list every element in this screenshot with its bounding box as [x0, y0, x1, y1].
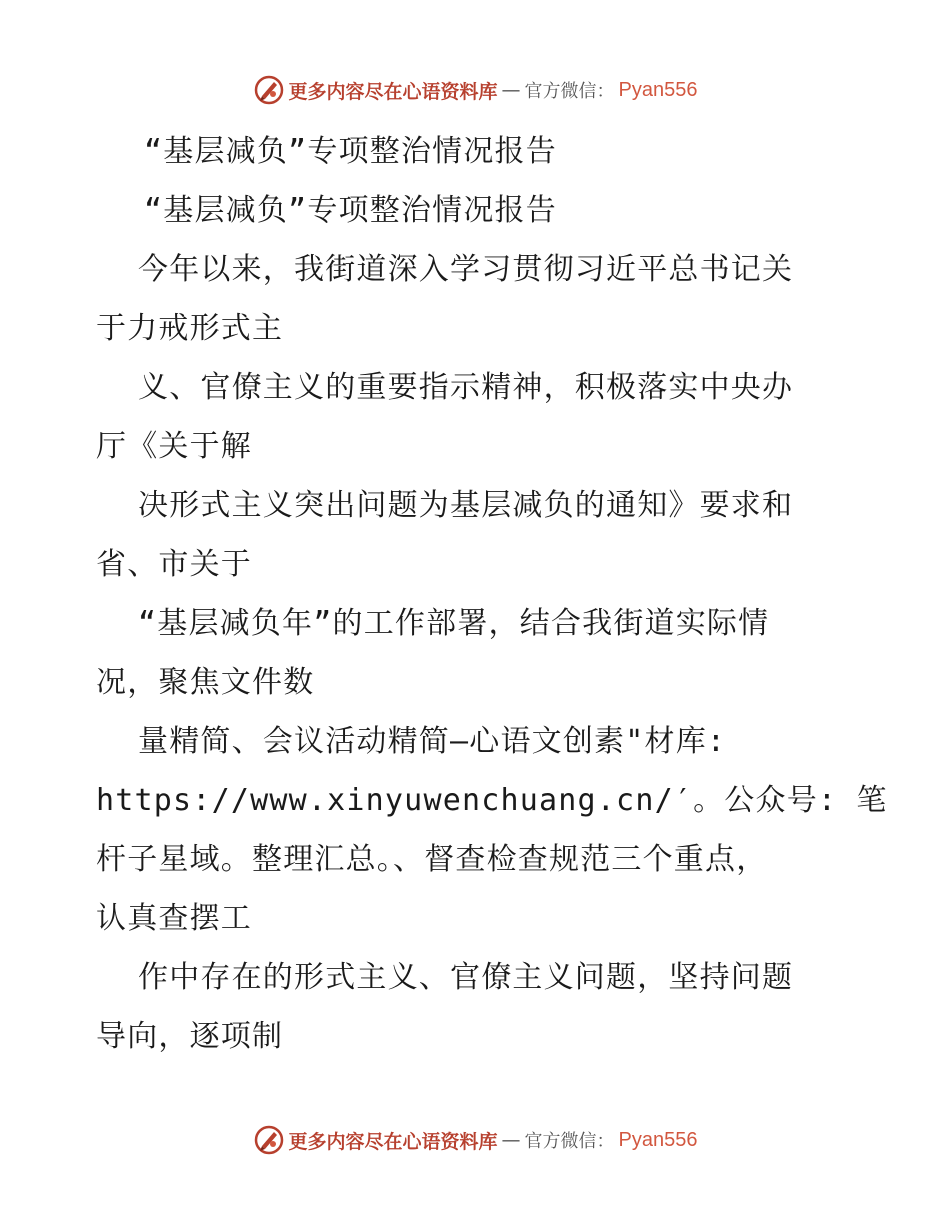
- banner-text: 更多内容尽在心语资料库: [288, 80, 498, 103]
- paragraph-line: 义、官僚主义的重要指示精神，积极落实中央办: [138, 370, 794, 405]
- banner-content: [253, 1124, 698, 1156]
- paragraph-line: 省、市关于: [96, 547, 252, 582]
- paragraph-line: 作中存在的形式主义、官僚主义问题，坚持问题: [138, 960, 794, 995]
- banner-dash: —: [501, 79, 521, 101]
- banner-content: [253, 74, 698, 106]
- banner-wechat-id: Pyan556: [618, 78, 698, 101]
- paragraph-line: 杆子星域。整理汇总。、督查检查规范三个重点，: [96, 842, 768, 877]
- document-body: [96, 122, 888, 1066]
- banner-wechat-id: Pyan556: [618, 1128, 698, 1151]
- logo-icon: [253, 74, 285, 106]
- banner-label: 官方微信：: [524, 81, 615, 102]
- banner-label: 官方微信：: [524, 1131, 615, 1152]
- paragraph-line: 决形式主义突出问题为基层减负的通知》要求和: [138, 488, 794, 523]
- footer-banner: [0, 1120, 950, 1160]
- document-title: “基层减负”专项整治情况报告: [144, 134, 557, 169]
- paragraph-line: 导向，逐项制: [96, 1019, 284, 1054]
- paragraph-line: 于力戒形式主: [96, 311, 284, 346]
- paragraph-line: 厅《关于解: [96, 429, 252, 464]
- logo-icon: [253, 1124, 285, 1156]
- header-banner: [0, 70, 950, 110]
- banner-text: 更多内容尽在心语资料库: [288, 1130, 498, 1153]
- paragraph-line: 量精简、会议活动精简—心语文创素"材库:: [138, 724, 727, 759]
- document-title-repeat: “基层减负”专项整治情况报告: [144, 193, 557, 228]
- paragraph-line-url: https://www.xinyuwenchuang.cn/′。公众号: 笔: [96, 783, 888, 818]
- paragraph-line: 认真查摆工: [96, 901, 252, 936]
- paragraph-line: 今年以来，我街道深入学习贯彻习近平总书记关: [138, 252, 794, 287]
- banner-dash: —: [501, 1129, 521, 1151]
- paragraph-line: “基层减负年”的工作部署，结合我街道实际情: [138, 606, 770, 641]
- paragraph-line: 况，聚焦文件数: [96, 665, 315, 700]
